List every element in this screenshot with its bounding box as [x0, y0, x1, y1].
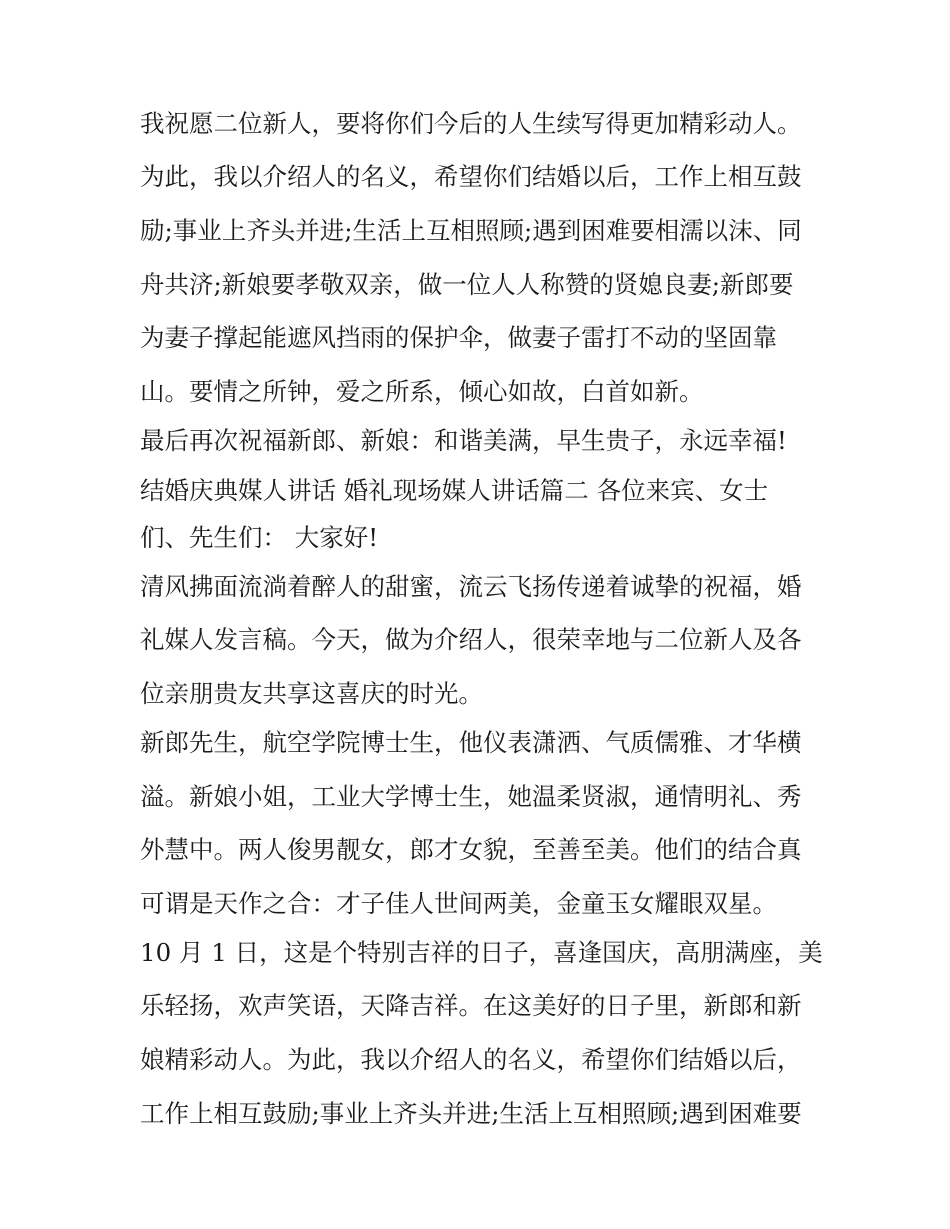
text-line: 工作上相互鼓励;事业上齐头并进;生活上互相照顾;遇到困难要: [140, 1099, 802, 1128]
text-line: 乐轻扬，欢声笑语，天降吉祥。在这美好的日子里，新郎和新: [140, 991, 802, 1020]
text-line: 礼媒人发言稿。今天，做为介绍人，很荣幸地与二位新人及各: [140, 625, 802, 654]
text-line: 山。要情之所钟，爱之所系，倾心如故，白首如新。: [140, 377, 704, 406]
text-line: 外慧中。两人俊男靓女，郎才女貌，至善至美。他们的结合真: [140, 835, 802, 864]
text-line: 新郎先生，航空学院博士生，他仪表潇洒、气质儒雅、才华横: [140, 728, 802, 757]
text-line: 最后再次祝福新郎、新娘：和谐美满，早生贵子，永远幸福!: [140, 426, 787, 455]
text-line: 励;事业上齐头并进;生活上互相照顾;遇到困难要相濡以沫、同: [140, 216, 802, 245]
text-line: 为妻子撑起能遮风挡雨的保护伞，做妻子雷打不动的坚固靠: [140, 323, 777, 352]
text-line: 10 月 1 日，这是个特别吉祥的日子，喜逢国庆，高朋满座，美: [140, 938, 823, 967]
text-line: 清风拂面流淌着醉人的甜蜜，流云飞扬传递着诚挚的祝福，婚: [140, 572, 802, 601]
text-line: 舟共济;新娘要孝敬双亲，做一位人人称赞的贤媳良妻;新郎要: [140, 270, 794, 299]
text-line: 可谓是天作之合：才子佳人世间两美，金童玉女耀眼双星。: [140, 889, 777, 918]
text-line: 娘精彩动人。为此，我以介绍人的名义，希望你们结婚以后，: [140, 1045, 802, 1074]
text-line: 我祝愿二位新人，要将你们今后的人生续写得更加精彩动人。: [140, 109, 802, 138]
text-line: 们、先生们： 大家好!: [140, 523, 379, 552]
text-line: 溢。新娘小姐，工业大学博士生，她温柔贤淑，通情明礼、秀: [140, 782, 802, 811]
text-line: 位亲朋贵友共享这喜庆的时光。: [140, 679, 483, 708]
text-line: 为此，我以介绍人的名义，希望你们结婚以后，工作上相互鼓: [140, 162, 802, 191]
text-line: 结婚庆典媒人讲话 婚礼现场媒人讲话篇二 各位来宾、女士: [140, 476, 769, 505]
